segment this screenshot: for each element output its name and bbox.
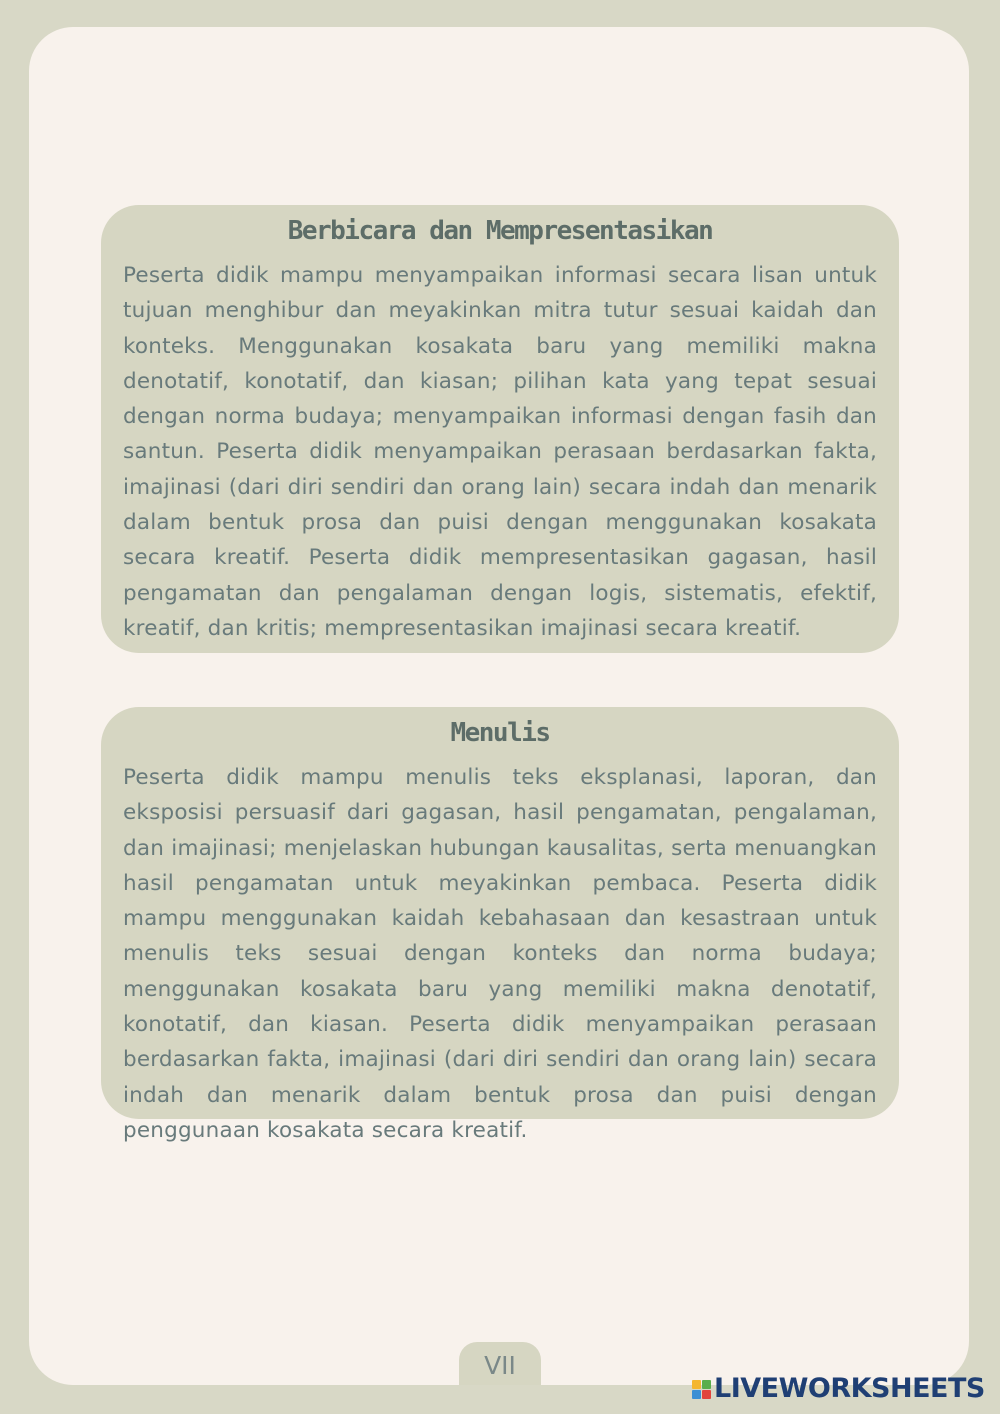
section-title: Menulis xyxy=(450,718,550,748)
section-menulis xyxy=(101,707,899,1143)
logo-square xyxy=(702,1380,711,1389)
section-berbicara xyxy=(101,205,899,653)
liveworksheets-logo-icon xyxy=(692,1380,711,1399)
logo-square xyxy=(692,1380,701,1389)
liveworksheets-watermark[interactable] xyxy=(692,1374,985,1404)
logo-square xyxy=(692,1390,701,1399)
watermark-text: LIVEWORKSHEETS xyxy=(714,1373,985,1404)
section-body: Peserta didik mampu menyampaikan informasi secara lisan untuk tujuan menghibur dan meyakinkan mitra tutur sesuai kaidah dan konteks. Menggunakan kosakata baru yang memiliki makna denotatif, konotatif, dan kiasan; pilihan kata yang tepat sesuai dengan norma budaya; menyampaikan informasi dengan fasih dan santun. Peserta didik menyampaikan perasaan berdasarkan fakta, imajinasi (dari diri sendiri dan orang lain) secara indah dan menarik dalam bentuk prosa dan puisi dengan menggunakan kosakata secara kreatif. Peserta didik mempresentasikan gagasan, hasil pengamatan dan pengalaman dengan logis, sistematis, efektif, kreatif, dan kritis; mempresentasikan imajinasi secara kreatif. xyxy=(123,263,877,641)
section-title: Berbicara dan Mempresentasikan xyxy=(287,216,713,246)
page-number: VII xyxy=(459,1342,541,1385)
section-body: Peserta didik mampu menulis teks eksplanasi, laporan, dan eksposisi persuasif dari gagasan, hasil pengamatan, pengalaman, dan imajinasi; menjelaskan hubungan kausalitas, serta menuangkan hasil pengamatan untuk meyakinkan pembaca. Peserta didik mampu menggunakan kaidah kebahasaan dan kesastraan untuk menulis teks sesuai dengan konteks dan norma budaya; menggunakan kosakata baru yang memiliki makna denotatif, konotatif, dan kiasan. Peserta didik menyampaikan perasaan berdasarkan fakta, imajinasi (dari diri sendiri dan orang lain) secara indah dan menarik dalam bentuk prosa dan puisi dengan penggunaan kosakata secara kreatif. xyxy=(123,765,877,1143)
logo-square xyxy=(702,1390,711,1399)
